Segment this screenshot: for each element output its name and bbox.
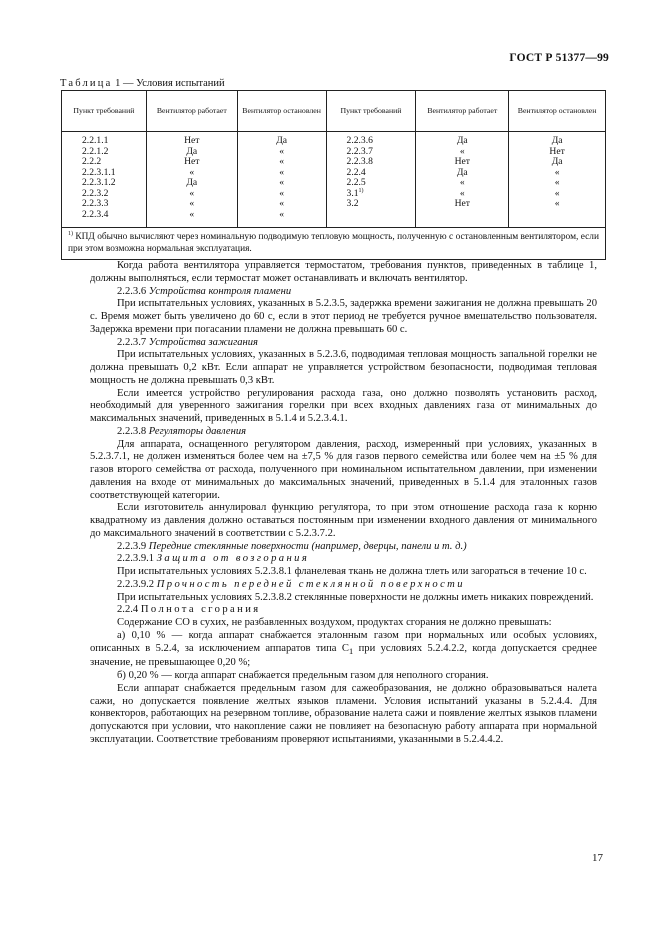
table-cell: Да <box>551 135 563 146</box>
test-conditions-table <box>61 90 606 260</box>
table-cell: Да <box>456 166 468 178</box>
paragraph: Если имеется устройство регулирования расхода газа, оно должно позволять установить расход, необходимый для уверенного зажигания горелки при всех входных давлениях газа от минимальных до максимальных значений, приведенных в 5.1.4 и 5.2.3.4.1. <box>90 387 597 424</box>
table-cell: Да <box>276 135 288 146</box>
section-title: Устройства зажигания <box>148 336 258 348</box>
table-cell: 2.2.4 <box>346 166 366 178</box>
section-number: 2.2.3.6 <box>117 285 147 297</box>
section-heading-22392 <box>90 579 597 592</box>
right-running-cell <box>416 132 509 228</box>
paragraph: При испытательных условиях, указанных в 5.2.3.6, подводимая тепловая мощность запальной горелки не должна превышать 0,2 кВт. Если аппарат не управляется устройством безопасности, подводимая тепловая мощность не должна превышать 0,3 кВт. <box>90 349 597 386</box>
table-cell: 2.2.3.8 <box>346 156 373 167</box>
table-cell: « <box>189 208 195 220</box>
section-heading-2237 <box>90 337 597 350</box>
table-cell: Да <box>551 156 563 167</box>
table-cell: Да <box>186 177 198 188</box>
table-cell: « <box>279 166 285 178</box>
section-number: 2.2.3.7 <box>117 336 147 348</box>
table-footnote-row <box>62 228 606 260</box>
column-header: Пункт требований <box>62 91 147 132</box>
footnote-text: КПД обычно вычисляют через номинальную подводимую тепловую мощность, полученную с остановленным вентилятором, если при этом возможна нормальная эксплуатация. <box>68 232 599 254</box>
table-cell: « <box>279 145 285 157</box>
paragraph: При испытательных условиях, указанных в 5.2.3.5, задержка времени зажигания не должна превышать 20 с. Время может быть увеличено до 60 с, если в этот период не требуется ручное вмешательство пользователя. Задержка времени при погасании пламени не должна превышать 60 с. <box>90 298 597 335</box>
footnote-ref: 1) <box>358 187 364 194</box>
paragraph: Когда работа вентилятора управляется термостатом, требования пунктов, приведенных в таблице 1, должны выполняться, если термостат может останавливать и включать вентилятор. <box>90 260 597 284</box>
table-cell: 3.2 <box>346 198 359 209</box>
section-title: Прочность передней стеклянной поверхности <box>156 578 465 590</box>
section-title: Защита от возгорания <box>156 553 310 565</box>
section-number: 2.2.3.9.1 <box>117 553 155 565</box>
column-header: Вентилятор работает <box>416 91 509 132</box>
list-item-a <box>90 630 597 670</box>
table-cell: 2.2.1.1 <box>82 135 109 146</box>
section-number: 2.2.3.9 <box>117 540 147 552</box>
section-title: Регуляторы давления <box>148 425 247 437</box>
right-points-cell <box>326 132 416 228</box>
table-cell: « <box>459 145 465 157</box>
table-cell: « <box>279 177 285 188</box>
document-body <box>90 260 597 747</box>
list-item-text: при условиях 5.2.4.2.2, когда допускается среднее значение, не превышающее 0,20 %; <box>90 642 597 669</box>
table-cell: « <box>279 187 285 199</box>
table-caption <box>60 78 225 89</box>
section-heading-2239 <box>90 541 597 554</box>
table-header-row <box>62 91 606 132</box>
table-cell: « <box>554 187 560 199</box>
table-cell: 2.2.2 <box>82 156 102 167</box>
table-cell: Нет <box>454 156 470 167</box>
column-header: Пункт требований <box>326 91 416 132</box>
section-heading-224 <box>90 604 597 617</box>
left-points-cell <box>62 132 147 228</box>
table-cell: 2.2.3.1.1 <box>82 166 116 178</box>
table-cell: « <box>279 208 285 220</box>
table-cell: 2.2.3.4 <box>82 208 109 220</box>
table-cell: « <box>554 198 560 209</box>
table-cell: 2.2.1.2 <box>82 145 109 157</box>
list-item-b: б) 0,20 % — когда аппарат снабжается предельным газом для неполного сгорания. <box>117 670 489 682</box>
paragraph: Содержание СО в сухих, не разбавленных воздухом, продуктах сгорания не должно превышать: <box>117 617 552 628</box>
section-number: 2.2.4 <box>117 604 139 616</box>
table-cell: « <box>189 198 195 209</box>
table-cell: « <box>279 198 285 209</box>
page-number: 17 <box>592 852 603 864</box>
table-cell: 2.2.3.7 <box>346 145 373 157</box>
section-title: Устройства контроля пламени <box>148 285 292 297</box>
table-cell: « <box>459 177 465 188</box>
list-item-text: а) 0,10 % — когда аппарат снабжается эталонным газом при нормальных или особых условиях, описанных в 5.2.4, за исключением аппаратов типа С <box>90 629 597 654</box>
table-caption-rest: 1 — Условия испытаний <box>112 78 225 89</box>
left-stopped-cell <box>237 132 326 228</box>
table-cell: « <box>554 177 560 188</box>
table-caption-word: Таблица <box>60 78 113 89</box>
table-cell: Нет <box>184 156 200 167</box>
table-cell: 2.2.3.2 <box>82 187 109 199</box>
paragraph: При испытательных условиях 5.2.3.8.1 фланелевая ткань не должна тлеть или загораться в течение 10 с. <box>117 566 587 577</box>
paragraph: Если аппарат снабжается предельным газом для сажеобразования, не должно образовываться налета сажи, но допускается появление желтых языков пламени. Условия испытаний указаны в 5.2.4.4. Для конвекторов, работающих на резервном топливе, образование налета сажи и появление желтых языков пламени допускаются при условии, что накопление сажи не повлияет на безопасную работу аппарата при нормальной эксплуатации. Соответствие требованиям проверяют испытаниями, указанными в 5.2.4.4.2. <box>90 682 597 745</box>
table-footnote <box>62 228 606 260</box>
section-number: 2.2.3.9.2 <box>117 578 155 590</box>
column-header: Вентилятор остановлен <box>237 91 326 132</box>
paragraph: При испытательных условиях 5.2.3.8.2 стеклянные поверхности не должны иметь никаких повреждений. <box>117 591 594 603</box>
table-body-row <box>62 132 606 228</box>
table-cell: 2.2.3.3 <box>82 198 109 209</box>
table-cell: Нет <box>549 145 565 157</box>
paragraph: Если изготовитель аннулировал функцию регулятора, то при этом отношение расхода газа к корню квадратному из давления должно оставаться постоянным при изменении входного давления от минимального до максимального значений в соответствии с 5.2.3.7.2. <box>90 502 597 539</box>
right-stopped-cell <box>509 132 606 228</box>
section-heading-2236 <box>90 286 597 299</box>
column-header: Вентилятор работает <box>146 91 237 132</box>
table-cell: 2.2.5 <box>346 177 366 188</box>
section-title: Передние стеклянные поверхности (например, дверцы, панели и т. д.) <box>148 540 467 552</box>
table-cell: « <box>189 166 195 178</box>
table-cell: Да <box>456 135 468 146</box>
subscript: 1 <box>348 645 354 656</box>
section-title: Полнота сгорания <box>140 604 261 616</box>
paragraph: Для аппарата, оснащенного регулятором давления, расход, измеренный при условиях, указанных в 5.2.3.7.1, не должен изменяться более чем на ±7,5 % для газов первого семейства или более чем на ±5 % для газов второго семейства от расхода, полученного при номинальном испытательном давлении, при изменении давления на входе от минимальных до максимальных значений, приведенных в 5.1.4 для эталонных газов соответствующей категории. <box>90 438 597 501</box>
table-cell: Нет <box>454 198 470 209</box>
section-number: 2.2.3.8 <box>117 425 147 437</box>
table-cell: 3.1 <box>346 187 359 199</box>
section-heading-2238 <box>90 426 597 439</box>
table-cell: Нет <box>184 135 200 146</box>
table-cell: « <box>279 156 285 167</box>
table-cell: « <box>189 187 195 199</box>
footnote-mark: 1) <box>68 230 73 237</box>
table-cell: 2.2.3.6 <box>346 135 373 146</box>
table-cell: « <box>459 187 465 199</box>
standard-number: ГОСТ Р 51377—99 <box>509 52 609 64</box>
table-cell: 2.2.3.1.2 <box>82 177 116 188</box>
left-running-cell <box>146 132 237 228</box>
table-cell: Да <box>186 145 198 157</box>
column-header: Вентилятор остановлен <box>509 91 606 132</box>
section-heading-22391 <box>90 553 597 566</box>
table-cell: « <box>554 166 560 178</box>
